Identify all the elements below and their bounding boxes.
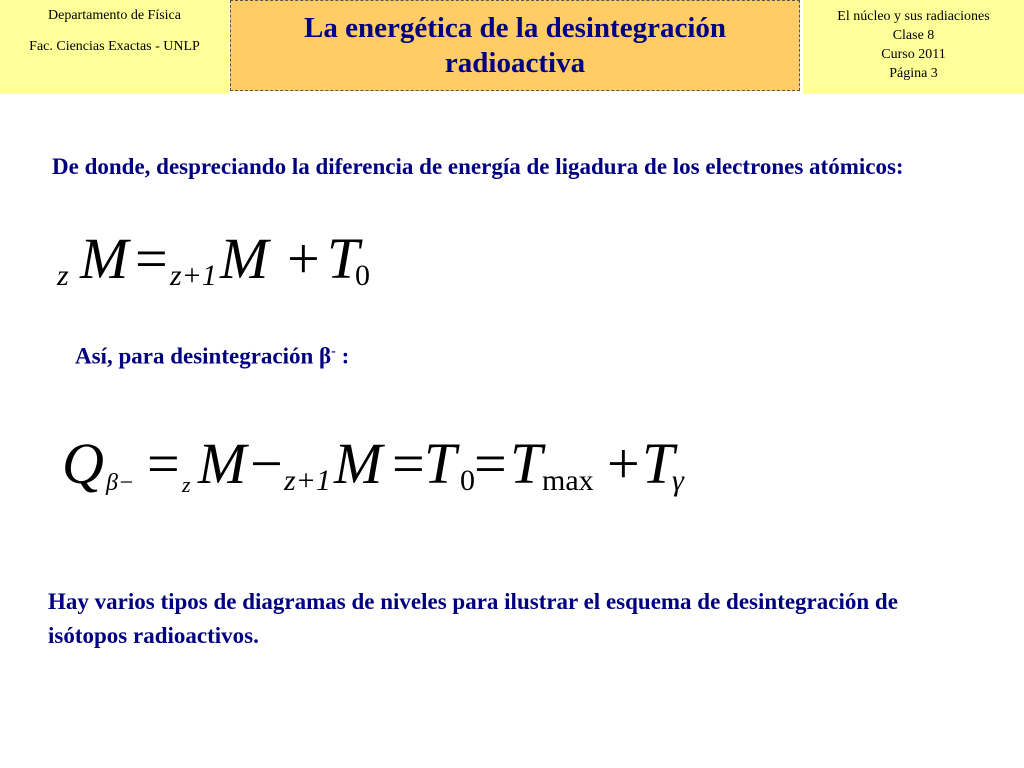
course-topic: El núcleo y sus radiaciones	[837, 9, 990, 24]
paragraph-diagrams: Hay varios tipos de diagramas de niveles para ilustrar el esquema de desintegración de isótopos radioactivos.	[48, 589, 898, 648]
eq2-max: max	[542, 464, 594, 497]
eq2-beta-minus: β−	[106, 470, 135, 496]
eq1-plus: +	[287, 226, 320, 291]
header-right-box	[803, 0, 1024, 94]
equation-mass-relation	[55, 225, 455, 305]
eq2-M: M	[198, 431, 247, 496]
title-line-1: La energética de la desintegración	[303, 12, 727, 44]
eq2-z: z	[182, 472, 191, 497]
class-number: Clase 8	[892, 28, 935, 43]
para2-text: Así, para desintegración β	[75, 343, 332, 369]
eq1-zero: 0	[355, 259, 370, 292]
para2-superscript: -	[331, 344, 336, 359]
paragraph-beta-decay	[75, 335, 349, 374]
faculty-label: Fac. Ciencias Exactas - UNLP	[29, 39, 200, 54]
eq2-T2: T	[510, 431, 543, 496]
department-label: Departamento de Física	[48, 8, 181, 23]
eq1-equals: =	[135, 226, 168, 291]
eq1-z: z	[57, 259, 69, 292]
eq1-T: T	[327, 226, 360, 291]
course-year: Curso 2011	[881, 47, 946, 62]
eq2-M2: M	[334, 431, 383, 496]
eq2-gamma: γ	[672, 464, 684, 497]
paragraph-intro: De donde, despreciando la diferencia de energía de ligadura de los electrones atómicos:	[52, 154, 904, 179]
eq2-equals: =	[147, 431, 180, 496]
header-left-box	[0, 0, 229, 94]
eq2-T3: T	[642, 431, 675, 496]
para2-colon: :	[335, 343, 350, 369]
slide-title	[230, 0, 800, 91]
eq1-z-plus-1: z+1	[170, 259, 217, 292]
eq2-z-plus-1: z+1	[284, 464, 331, 497]
eq2-equals2: =	[392, 431, 425, 496]
eq1-M2: M	[220, 226, 269, 291]
eq2-Q: Q	[62, 431, 104, 496]
eq1-M: M	[80, 226, 129, 291]
equation-q-value	[62, 430, 762, 510]
eq2-equals3: =	[474, 431, 507, 496]
eq2-plus: +	[607, 431, 640, 496]
eq2-T: T	[424, 431, 457, 496]
eq2-zero: 0	[460, 464, 475, 497]
page-number: Página 3	[889, 66, 938, 81]
eq2-minus: −	[250, 431, 283, 496]
title-line-2: radioactiva	[444, 47, 586, 79]
